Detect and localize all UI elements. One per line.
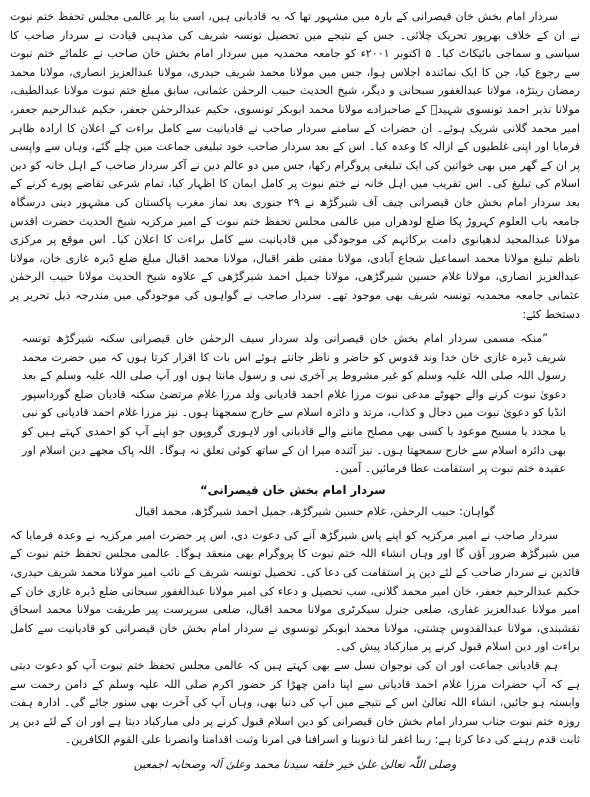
- closing-benediction: وصلی اللّٰہ تعالیٰ علیٰ خیر خلقہ سیدنا محمد وعلیٰ آلہ وصحابہ اجمعین: [133, 757, 457, 771]
- declaration-signature: سردار امام بخش خان قیصرانی“: [200, 482, 386, 497]
- paragraph-announcement: سردار امام بخش خان قیصرانی کے بارہ میں مشہور تھا کہ یہ قادیانی ہیں، اسی بنا پر عالمی مجلس تحفظ ختم نبوت نے ان کے خلاف بھرپور تحریک چلائی۔ جس کے نتیجے میں تحصیل تونسہ شریف کی مذہبی قیادت نے سردار صاحب کا سیاسی و سماجی بائیکاٹ کیا۔ ۵ اکتوبر ۲۰۰۱ء کو جامعہ محمدیہ میں سردار امام بخش خان صاحب نے علمائے ختم نبوت سے رجوع کیا، جن کا ایک نمائندہ اجلاس ہوا، جس میں مولانا محمد شریف حیدری، مولانا عبدالعزیز انصاری، مولانا محمد رمضان ریتڑہ، مولانا عبدالغفور سبحانی و دیگر، شیخ الحدیث حبیب الرحمٰن عثمانی، سابق مبلغ ختم نبوت مولانا عبدالطیف، مولانا نذیر احمد تونسوی شہیدؒ کے صاحبزادے مولانا محمد ابوبکر تونسوی، حکیم عبدالرحمٰن جعفر، حکیم عبدالرحیم جعفر، امیر محمد گلانی شریک ہوئے۔ ان حضرات کے سامنے سردار صاحب نے قادیانیت سے کامل براءت کے اعلان کا ارادہ ظاہر فرمایا اور اپنی غلطیوں کے ازالہ کا وعدہ کیا۔ اس کے بعد سردار صاحب خود تبلیغی جماعت میں چلے گئے، وہاں سے واپسی پر ان کے گھر میں بھی خواتین کی ایک تبلیغی پروگرام رکھا، جس میں دو عالم دین نے آکر سردار صاحب کے اہل خانہ کو دین اسلام کی تبلیغ کی۔ اس تقریب میں اہل خانہ نے ختم نبوت پر کامل ایمان کا اظہار کیا، تمام شرعی تقاضے پورے کرنے کے بعد سردار امام بخش خان قیصرانی چیف آف شیرگڑھ نے ۲۹ جنوری بعد نماز مغرب پاکستان کی مشہور دینی درسگاہ جامعہ باب العلوم کہروڑ پکا ضلع لودھراں میں عالمی مجلس تحفظ ختم نبوت کے امیر مرکزیہ شیخ الحدیث حضرت اقدس مولانا عبدالمجید لدھیانوی دامت برکاتہم کی موجودگی میں قادیانیت سے کامل براءت کا اعلان کیا۔ اس موقع پر مرکزی ناظم تبلیغ مولانا محمد اسماعیل شجاع آبادی، مولانا مفتی ظفر اقبال، مولانا محمد اقبال مبلغ ضلع ڈیرہ غازی خان، مولانا عبدالعزیز انصاری، مولانا غلام حسین شیرگڑھی، مولانا جمیل احمد شیرگڑھی کے علاوہ شیخ الحدیث مولانا حبیب الرحمٰن عثمانی جامعہ محمدیہ تونسہ شریف بھی موجود تھے۔ سردار صاحب نے گواہوں کی موجودگی میں مندرجہ ذیل تحریر پر دستخط کئے:: [10, 10, 580, 321]
- paragraph-invitation: ہم قادیانی جماعت اور ان کی نوجوان نسل سے بھی کہتے ہیں کہ عالمی مجلس تحفظ ختم نبوت آپ کو دعوت دیتی ہے کہ آپ حضرات مرزا غلام احمد قادیانی سے اپنا دامن چھڑا کر حضور اکرم صلی اللہ علیہ وسلم کے دامن رحمت سے وابستہ ہو جائیں، انشاء اللہ تعالیٰ اس کے نتیجے میں آپ کی دنیا بھی، وہاں آپ کی آخرت بھی سنور جائے گی۔ ادارہ ہفت روزہ ختم نبوت جناب سردار امام بخش خان قیصرانی کو دین اسلام قبول کرنے پر دلی مبارکباد دیتا ہے اور ان کے لئے دین پر ثابت قدم رہنے کی دعا کرتا ہے: ربنا اغفر لنا ذنوبنا و اسرافنا فی امرنا وثبت اقدامنا وانصرنا علی القوم الکافرین۔: [10, 659, 580, 747]
- witnesses-line: گواہان: حبیب الرحمٰن، غلام حسین شیرگڑھ، جمیل احمد شیرگڑھ، محمد اقبال: [135, 504, 495, 518]
- declaration-text: ”منکہ مسمی سردار امام بخش خان قیصرانی ولد سردار سیف الرحمٰن خان قیصرانی سکنہ شیرگڑھ تونسہ شریف ڈیرہ غازی خان خدا وند قدوس کو حاضر و ناظر جانتے ہوئے اس بات کا اقرار کرتا ہوں کہ میں حضرت محمد رسول اللہ صلی اللہ علیہ وسلم کو غیر مشروط پر آخری نبی و رسول مانتا ہوں اور آپ صلی اللہ علیہ وسلم کے بعد دعویٰ نبوت کرنے والے جھوٹے مدعی نبوت مرزا غلام احمد قادیانی ولد مرزا غلام مرتضیٰ سکنہ قادیان ضلع گورداسپور انڈیا کو دعویٰ نبوت میں دجال و کذاب، مرتد و دائرہ اسلام سے خارج سمجھتا ہوں۔ نیز مرزا غلام احمد قادیانی کو نبی یا مجدد یا مسیح موعود یا کسی بھی مصلح ماننے والے قادیانی اور لاہوری گروپوں جو اپنے آپ کو احمدی کہتے ہیں کو بھی دائرہ اسلام سے خارج سمجھتا ہوں۔ نیز آئندہ میرا ان کے ساتھ کوئی تعلق نہ ہوگا۔ اللہ پاک مجھے دین اسلام اور عقیدہ ختم نبوت پر استقامت عطا فرمائیں۔ آمین۔: [22, 332, 566, 476]
- paragraph-congratulations: سردار صاحب نے امیر مرکزیہ کو اپنے پاس شیرگڑھ آنے کی دعوت دی، اس پر حضرت امیر مرکزیہ نے وعدہ فرمایا کہ میں شیرگڑھ ضرور آؤں گا اور وہاں انشاء اللہ ختم نبوت کا پروگرام بھی منعقد ہوگا۔ عالمی مجلس تحفظ ختم نبوت کے قائدین نے سردار صاحب کے لئے دین پر استقامت کی دعا کی۔ تحصیل تونسہ شریف کے نائب امیر مولانا محمد شریف حیدری، حکیم عبدالرحیم جعفر، خان امیر محمد گلانی، سب تحصیل و دعاء کی امیر مولانا عبدالغفور سبحانی ضلع ڈیرہ غازی خان کے امیر مولانا عبدالعزیز غفاری، ضلعی جنرل سیکرٹری مولانا محمد اقبال، ضلعی سرپرست پیر طریقت مولانا محمد اسحاق نقشبندی، مولانا عبدالقدوس چشتی، مولانا محمد ابوبکر تونسوی نے سردار امام بخش خان قیصرانی کو قادیانیت سے کامل براءت اور دین اسلام قبول کرنے پر مبارکباد پیش کی۔: [10, 528, 580, 654]
